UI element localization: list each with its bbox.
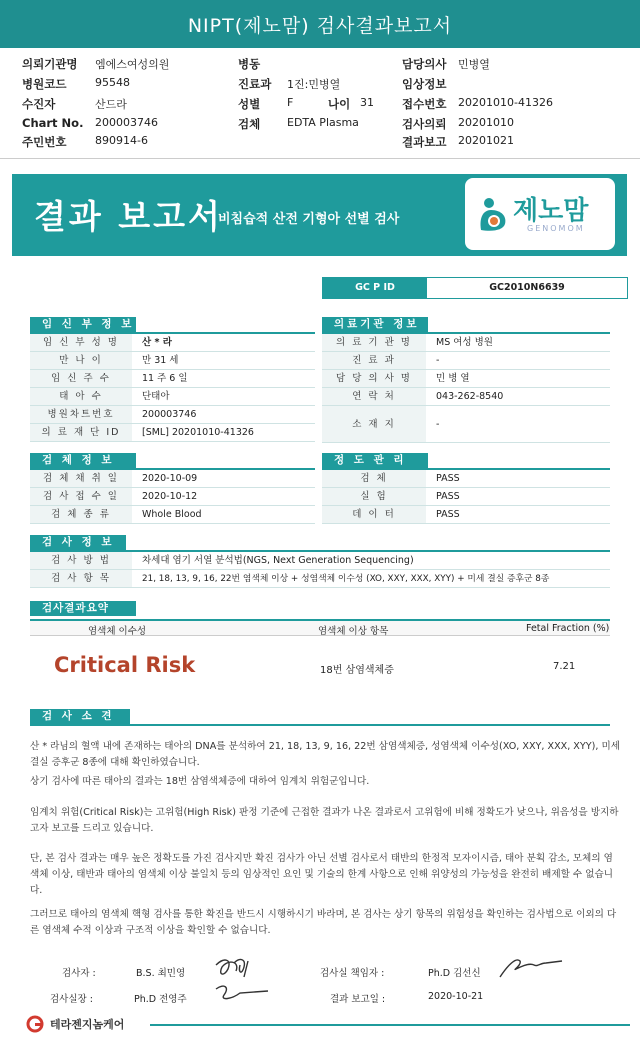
responsible-label: 검사실 책임자 : (320, 968, 385, 979)
specimen-section-header: 검 체 정 보 (30, 453, 136, 468)
mother-baby-icon (477, 196, 509, 232)
id-label: 주민번호 (22, 135, 67, 149)
sex-label: 성별 (238, 97, 261, 111)
doctor-value: 민병열 (458, 58, 490, 71)
summary-col-ff: Fetal Fraction (%) (526, 623, 610, 634)
hospital-code-label: 병원코드 (22, 77, 67, 91)
banner-subtitle: 비침습적 산전 기형아 선별 검사 (218, 212, 400, 227)
row-label: 태 아 수 (30, 388, 132, 405)
chief-label: 검사실장 : (50, 994, 93, 1005)
receipt-label: 접수번호 (402, 97, 447, 111)
institution-label: 의뢰기관명 (22, 57, 78, 71)
tester-name: B.S. 최민영 (136, 968, 186, 979)
table-row (322, 406, 610, 443)
summary-col-aneuploidy: 염색체 이수성 (88, 626, 147, 637)
risk-result: Critical Risk (54, 653, 196, 677)
row-label: 검 체 종 류 (30, 506, 132, 523)
gc-pid-value: GC2010N6639 (489, 282, 565, 293)
row-value: Whole Blood (142, 509, 202, 520)
row-value: 민 병 열 (436, 373, 470, 384)
comment-paragraph: 상기 검사에 따른 태아의 결과는 18번 삼염색체증에 대하여 임계치 위험군입니다. (30, 776, 370, 787)
ward-label: 병동 (238, 57, 261, 71)
id-value: 890914-6 (95, 134, 148, 147)
row-value: 11 주 6 일 (142, 373, 188, 384)
specimen-table (30, 468, 315, 524)
row-value: 단태아 (142, 391, 170, 402)
row-label: 병원차트번호 (30, 406, 132, 423)
fetal-fraction: 7.21 (553, 661, 576, 672)
row-value: - (436, 355, 440, 366)
comment-paragraph: 단, 본 검사 결과는 매우 높은 정확도를 가진 검사지만 확진 검사가 아닌 선별 검사로서 태반의 한정적 모자이시즘, 태아 분획 감소, 모체의 염색체 이상, 태반과 태아의 염색체 이상 불일치 등의 임상적인 요인 및 기술의 한계 사항으로 인해 위양성의 가능성을 완전히 배제할 수 없습니다. (30, 853, 614, 896)
patient-label: 수진자 (22, 97, 56, 111)
table-row (30, 470, 315, 488)
logo-subtitle: GENOMOM (527, 224, 585, 233)
row-label: 검 체 채 취 일 (30, 470, 132, 487)
banner-title: 결과 보고서 (34, 197, 223, 236)
row-value: - (436, 419, 440, 430)
table-row (322, 370, 610, 388)
row-label: 검 체 (322, 470, 426, 487)
logo-name: 제노맘 (513, 196, 589, 226)
row-value: 043-262-8540 (436, 391, 504, 402)
row-value: PASS (436, 509, 460, 520)
footer-divider (150, 1024, 630, 1026)
comment-paragraph: 산 * 라님의 혈액 내에 존재하는 태아의 DNA를 분석하여 21, 18, 13, 9, 16, 22번 삼염색체증, 성염색체 이수성(XO, XXY, XXX, XYY), 미세 결실 증후군 8종에 대해 확인하였습니다. (30, 741, 620, 768)
request-label: 검사의뢰 (402, 117, 447, 131)
dept-label: 진료과 (238, 77, 272, 91)
row-label: 데 이 터 (322, 506, 426, 523)
summary-header-row (30, 619, 610, 636)
chief-name: Ph.D 전영주 (134, 994, 187, 1005)
table-row (30, 334, 315, 352)
comment-paragraph: 그러므로 태아의 염색체 핵형 검사를 통한 확진을 반드시 시행하시기 바라며, 본 검사는 상기 항목의 위험성을 확인하는 검사법으로 이외의 다른 염색체 수적 이상과 구조적 이상을 확인할 수 없습니다. (30, 909, 617, 936)
row-label: 실 험 (322, 488, 426, 505)
table-row (30, 424, 315, 442)
report-date-label: 결과보고 (402, 135, 447, 149)
row-label: 검 사 접 수 일 (30, 488, 132, 505)
row-label: 소 재 지 (322, 406, 426, 442)
clinical-label: 임상정보 (402, 77, 447, 91)
chart-value: 200003746 (95, 116, 158, 129)
specimen-value: EDTA Plasma (287, 116, 359, 129)
table-row (30, 370, 315, 388)
table-row (30, 552, 610, 570)
table-row (322, 352, 610, 370)
row-label: 진 료 과 (322, 352, 426, 369)
row-value: 200003746 (142, 409, 197, 420)
comments-section-header: 검 사 소 견 (30, 709, 130, 724)
institution-section-header: 의료기관 정보 (322, 317, 428, 332)
report-title: NIPT(제노맘) 검사결과보고서 (0, 0, 640, 48)
company-name: 테라젠지놈케어 (50, 1018, 125, 1031)
chart-label: Chart No. (22, 116, 84, 130)
doctor-label: 담당의사 (402, 57, 447, 71)
row-value: [SML] 20201010-41326 (142, 427, 254, 438)
row-label: 의 료 기 관 명 (322, 334, 426, 351)
table-row (322, 506, 610, 524)
dept-value: 1진:민병열 (287, 78, 341, 91)
report-sheet (0, 158, 640, 1040)
receipt-value: 20201010-41326 (458, 96, 553, 109)
responsible-name: Ph.D 김선신 (428, 968, 481, 979)
table-row (322, 388, 610, 406)
hospital-code-value: 95548 (95, 76, 130, 89)
row-value: 2020-10-12 (142, 491, 198, 502)
row-label: 임 신 부 성 명 (30, 334, 132, 351)
row-value: PASS (436, 491, 460, 502)
divider (30, 724, 610, 726)
company-logo (26, 1015, 124, 1033)
table-row (322, 488, 610, 506)
pregnant-table (30, 332, 315, 442)
report-date-value: 20201021 (458, 134, 514, 147)
row-value: 만 31 세 (142, 355, 179, 366)
test-table (30, 550, 610, 588)
patient-info (0, 50, 640, 158)
row-value: MS 여성 병원 (436, 337, 493, 348)
specimen-label: 검체 (238, 117, 261, 131)
tester-label: 검사자 : (62, 968, 96, 979)
row-value: PASS (436, 473, 460, 484)
row-label: 검 사 방 법 (30, 552, 132, 569)
abnormal-item: 18번 삼염색체증 (320, 665, 394, 676)
row-label: 담 당 의 사 명 (322, 370, 426, 387)
result-banner (12, 174, 627, 256)
genomom-logo (465, 178, 615, 250)
row-value: 21, 18, 13, 9, 16, 22번 염색체 이상 + 성염색체 이수성 (XO, XXY, XXX, XYY) + 미세 결실 증후군 8종 (142, 574, 550, 584)
institution-value: 엠에스여성의원 (95, 58, 170, 71)
row-value: 차세대 염기 서열 분석법(NGS, Next Generation Sequencing) (142, 555, 414, 566)
row-label: 연 락 처 (322, 388, 426, 405)
patient-value: 산드라 (95, 98, 127, 111)
sex-value: F (287, 96, 294, 109)
table-row (322, 470, 610, 488)
table-row (30, 488, 315, 506)
row-label: 의 료 재 단 ID (30, 424, 132, 441)
qc-section-header: 정 도 관 리 (322, 453, 428, 468)
table-row (30, 388, 315, 406)
table-row (322, 334, 610, 352)
request-value: 20201010 (458, 116, 514, 129)
row-value: 2020-10-09 (142, 473, 198, 484)
summary-col-item: 염색체 이상 항목 (318, 626, 389, 637)
comment-paragraph: 임계치 위험(Critical Risk)는 고위험(High Risk) 판정 기준에 근접한 결과가 나온 결과로서 고위험에 비해 정확도가 낮으나, 위음성을 방지하고자 보고를 드리고 있습니다. (30, 807, 619, 834)
age-value: 31 (360, 96, 374, 109)
company-logo-icon (26, 1015, 46, 1033)
row-label: 검 사 항 목 (30, 570, 132, 587)
gc-pid-label: GC P ID (323, 278, 427, 298)
table-row (30, 570, 610, 588)
pregnant-section-header: 임 신 부 정 보 (30, 317, 136, 332)
report-date-sign: 2020-10-21 (428, 991, 484, 1002)
qc-table (322, 468, 610, 524)
signature-image (210, 953, 270, 1009)
row-label: 임 신 주 수 (30, 370, 132, 387)
signature-image (494, 955, 566, 981)
table-row (30, 506, 315, 524)
summary-section-header: 검사결과요약 (30, 601, 136, 616)
row-label: 만 나 이 (30, 352, 132, 369)
age-label: 나이 (328, 97, 351, 111)
table-row (30, 352, 315, 370)
row-value: 산 * 라 (142, 337, 172, 348)
gc-pid (322, 277, 628, 299)
table-row (30, 406, 315, 424)
test-section-header: 검 사 정 보 (30, 535, 126, 550)
institution-table (322, 332, 610, 443)
report-date-label-sign: 결과 보고일 : (330, 994, 386, 1005)
